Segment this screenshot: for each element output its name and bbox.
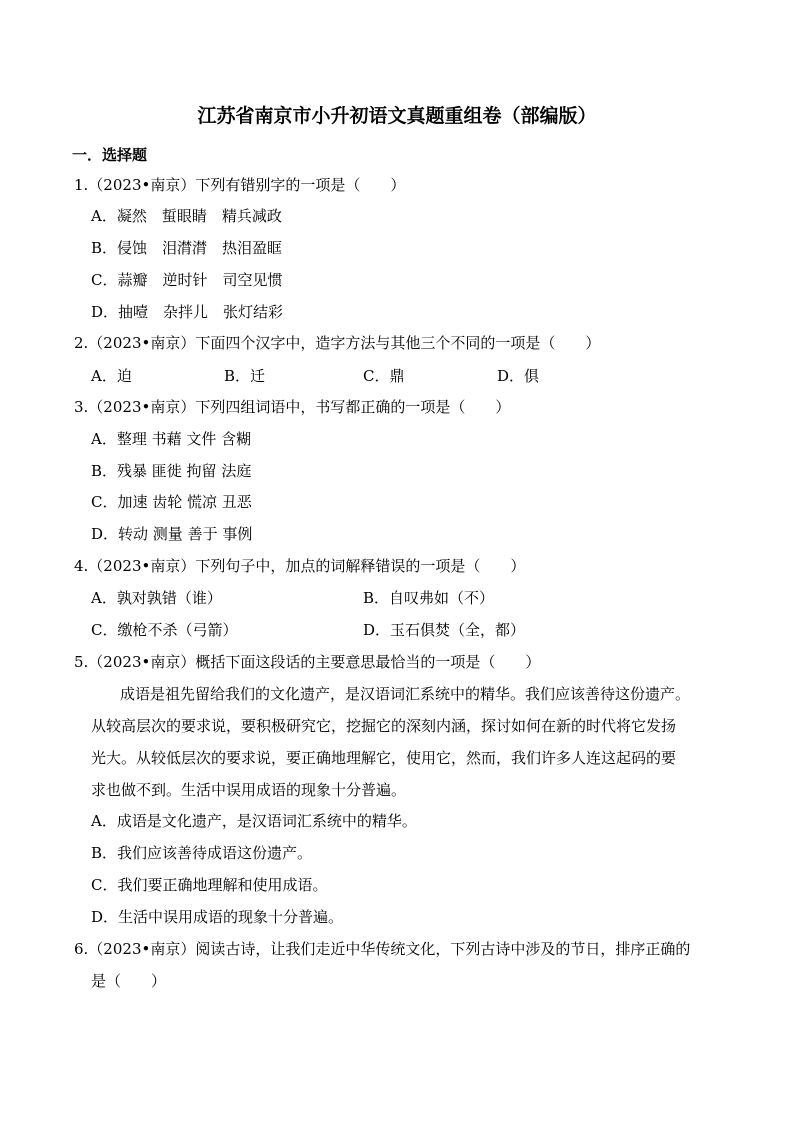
question-5-option-b[interactable]: B．我们应该善待成语这份遗产。: [91, 844, 313, 862]
question-5-option-a[interactable]: A．成语是文化遗产，是汉语词汇系统中的精华。: [91, 812, 417, 830]
question-3-option-c[interactable]: C．加速 齿轮 慌凉 丑恶: [91, 493, 252, 511]
question-5-passage-line-4: 求也做不到。生活中误用成语的现象十分普遍。: [91, 781, 407, 799]
question-6-stem-line-2: 是（ ）: [91, 972, 167, 990]
question-4-stem: 4.（2023•南京）下列句子中，加点的词解释错误的一项是（ ）: [74, 557, 526, 575]
question-2-option-a[interactable]: A．迫: [91, 367, 132, 385]
question-5-passage-line-3: 光大。从较低层次的要求说，要正确地理解它，使用它，然而，我们许多人连这起码的要: [91, 749, 677, 767]
question-1-option-d[interactable]: D．抽噎 杂拌儿 张灯结彩: [91, 303, 284, 321]
question-5-passage-line-1: 成语是祖先留给我们的文化遗产，是汉语词汇系统中的精华。我们应该善待这份遗产。: [120, 685, 691, 703]
question-3-option-a[interactable]: A．整理 书藉 文件 含糊: [91, 430, 252, 448]
question-4-option-b[interactable]: B．自叹弗如（不）: [363, 589, 495, 607]
question-5-stem: 5.（2023•南京）概括下面这段话的主要意思最恰当的一项是（ ）: [74, 653, 541, 671]
question-1-option-a[interactable]: A．凝然 蜇眼睛 精兵减政: [91, 207, 282, 225]
question-4-option-a[interactable]: A．孰对孰错（谁）: [91, 589, 222, 607]
page-title: 江苏省南京市小升初语文真题重组卷（部编版）: [197, 105, 597, 127]
question-6-stem-line-1: 6.（2023•南京）阅读古诗，让我们走近中华传统文化，下列古诗中涉及的节日，排序正确的: [74, 940, 691, 958]
question-2-option-b[interactable]: B．迁: [224, 367, 266, 385]
section-heading: 一．选择题: [72, 146, 148, 164]
question-2-option-c[interactable]: C．鼎: [363, 367, 405, 385]
question-1-stem: 1.（2023•南京）下列有错别字的一项是（ ）: [74, 176, 406, 194]
question-5-passage-line-2: 从较高层次的要求说，要积极研究它，挖掘它的深刻内涵，探讨如何在新的时代将它发扬: [91, 717, 677, 735]
question-1-option-c[interactable]: C．蒜瓣 逆时针 司空见惯: [91, 271, 283, 289]
question-2-option-d[interactable]: D．俱: [497, 367, 540, 385]
question-5-option-c[interactable]: C．我们要正确地理解和使用成语。: [91, 876, 328, 894]
question-1-option-b[interactable]: B．侵蚀 泪潸潸 热泪盈眶: [91, 239, 283, 257]
question-4-option-c[interactable]: C．缴枪不杀（弓箭）: [91, 621, 238, 639]
question-4-option-d[interactable]: D．玉石俱焚（全，都）: [363, 621, 526, 639]
question-3-option-d[interactable]: D．转动 测量 善于 事例: [91, 525, 253, 543]
question-5-option-d[interactable]: D．生活中误用成语的现象十分普遍。: [91, 908, 344, 926]
question-3-stem: 3.（2023•南京）下列四组词语中，书写都正确的一项是（ ）: [74, 398, 511, 416]
question-3-option-b[interactable]: B．残暴 匪徙 拘留 法庭: [91, 462, 252, 480]
question-2-stem: 2.（2023•南京）下面四个汉字中，造字方法与其他三个不同的一项是（ ）: [74, 334, 601, 352]
